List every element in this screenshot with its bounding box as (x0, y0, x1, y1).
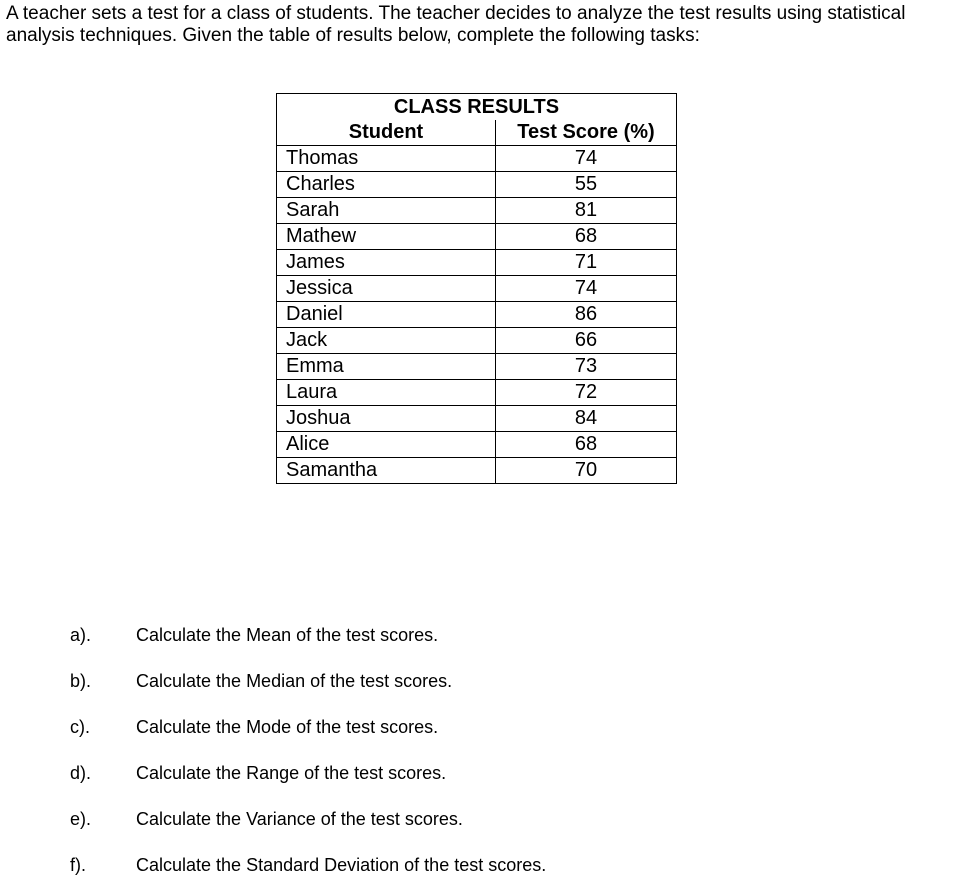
table-row (277, 276, 677, 302)
intro-line-2: analysis techniques. Given the table of results below, complete the following tasks: (6, 25, 700, 46)
table-row (277, 406, 677, 432)
table-row (277, 172, 677, 198)
table-row (277, 302, 677, 328)
test-score-cell: 84 (496, 406, 677, 432)
test-score-cell: 68 (496, 432, 677, 458)
test-score-cell: 72 (496, 380, 677, 406)
task-letter: b). (70, 671, 92, 691)
student-name-cell: Jack (277, 328, 496, 354)
column-header-score: Test Score (%) (496, 120, 677, 146)
table-header-row (277, 120, 677, 146)
task-letter: d). (70, 763, 92, 783)
task-letter: f). (70, 855, 86, 875)
test-score-cell: 81 (496, 198, 677, 224)
student-name-cell: Jessica (277, 276, 496, 302)
test-score-cell: 74 (496, 276, 677, 302)
test-score-cell: 73 (496, 354, 677, 380)
table-title: CLASS RESULTS (277, 94, 677, 121)
test-score-cell: 70 (496, 458, 677, 484)
test-score-cell: 86 (496, 302, 677, 328)
test-score-cell: 71 (496, 250, 677, 276)
task-text: Calculate the Mode of the test scores. (136, 717, 439, 737)
student-name-cell: Laura (277, 380, 496, 406)
intro-line-1: A teacher sets a test for a class of students. The teacher decides to analyze the test results using statistical (6, 3, 906, 24)
task-letter: e). (70, 809, 92, 829)
student-name-cell: Samantha (277, 458, 496, 484)
table-row (277, 198, 677, 224)
table-row (277, 250, 677, 276)
table-row (277, 432, 677, 458)
task-text: Calculate the Median of the test scores. (136, 671, 453, 691)
student-name-cell: Emma (277, 354, 496, 380)
task-text: Calculate the Mean of the test scores. (136, 625, 439, 645)
problem-intro (6, 3, 956, 47)
task-text: Calculate the Variance of the test scores. (136, 809, 463, 829)
student-name-cell: Sarah (277, 198, 496, 224)
task-text: Calculate the Standard Deviation of the test scores. (136, 855, 547, 875)
test-score-cell: 74 (496, 146, 677, 172)
table-row (277, 328, 677, 354)
task-text: Calculate the Range of the test scores. (136, 763, 447, 783)
student-name-cell: Mathew (277, 224, 496, 250)
student-name-cell: James (277, 250, 496, 276)
student-name-cell: Alice (277, 432, 496, 458)
test-score-cell: 68 (496, 224, 677, 250)
student-name-cell: Daniel (277, 302, 496, 328)
table-row (277, 146, 677, 172)
table-row (277, 224, 677, 250)
test-score-cell: 55 (496, 172, 677, 198)
column-header-student: Student (277, 120, 496, 146)
task-letter: a). (70, 625, 92, 645)
table-row (277, 354, 677, 380)
student-name-cell: Charles (277, 172, 496, 198)
class-results-table (276, 93, 677, 484)
table-title-row (277, 94, 677, 121)
table-row (277, 380, 677, 406)
task-letter: c). (70, 717, 90, 737)
student-name-cell: Thomas (277, 146, 496, 172)
test-score-cell: 66 (496, 328, 677, 354)
student-name-cell: Joshua (277, 406, 496, 432)
table-row (277, 458, 677, 484)
